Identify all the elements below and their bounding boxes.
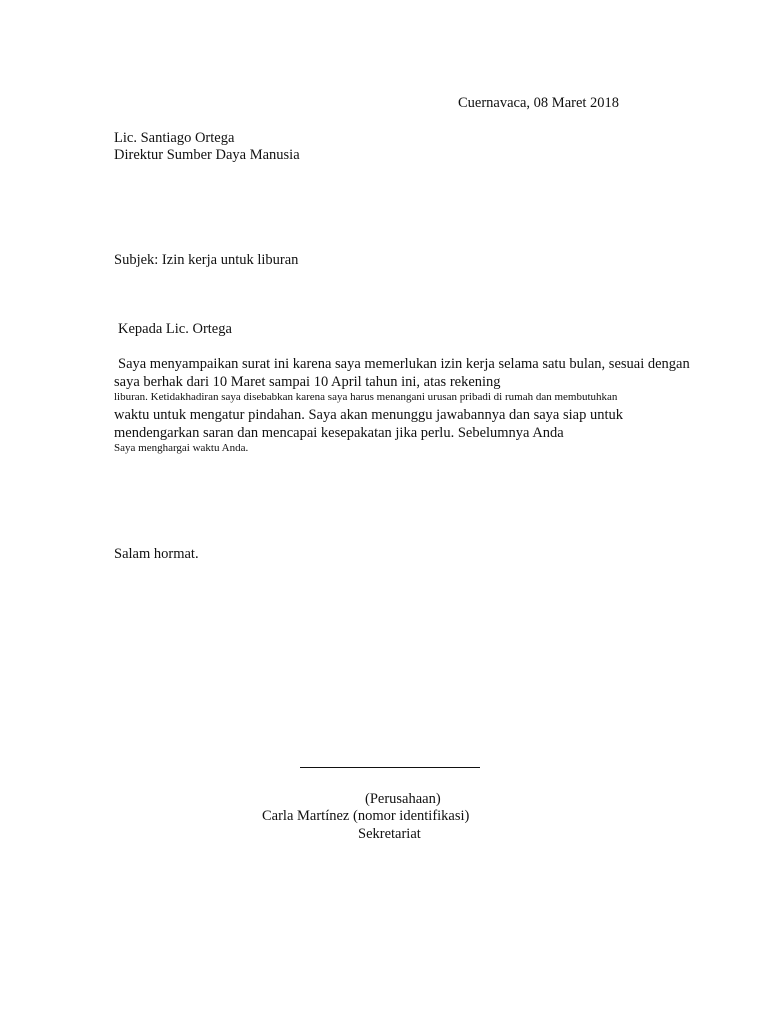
- body-line: saya berhak dari 10 Maret sampai 10 April tahun ini, atas rekening: [114, 374, 501, 390]
- signature-line: [300, 767, 480, 768]
- recipient-title: Direktur Sumber Daya Manusia: [114, 147, 300, 163]
- letter-subject: Subjek: Izin kerja untuk liburan: [114, 252, 299, 268]
- body-line: waktu untuk mengatur pindahan. Saya akan menunggu jawabannya dan saya siap untuk: [114, 407, 623, 423]
- signature-name: Carla Martínez (nomor identifikasi): [262, 808, 470, 824]
- letter-date: Cuernavaca, 08 Maret 2018: [458, 95, 620, 111]
- letter-closing: Salam hormat.: [114, 546, 199, 562]
- body-line: Saya menyampaikan surat ini karena saya memerlukan izin kerja selama satu bulan, sesuai dengan: [118, 356, 690, 372]
- body-line: liburan. Ketidakhadiran saya disebabkan karena saya harus menangani urusan pribadi di rumah dan membutuhkan: [114, 391, 618, 403]
- body-line: mendengarkan saran dan mencapai kesepakatan jika perlu. Sebelumnya Anda: [114, 425, 564, 441]
- body-line: Saya menghargai waktu Anda.: [114, 442, 249, 454]
- recipient-name: Lic. Santiago Ortega: [114, 130, 235, 146]
- signature-role: Sekretariat: [358, 826, 421, 842]
- letter-salutation: Kepada Lic. Ortega: [118, 321, 232, 337]
- signature-company: (Perusahaan): [365, 791, 441, 807]
